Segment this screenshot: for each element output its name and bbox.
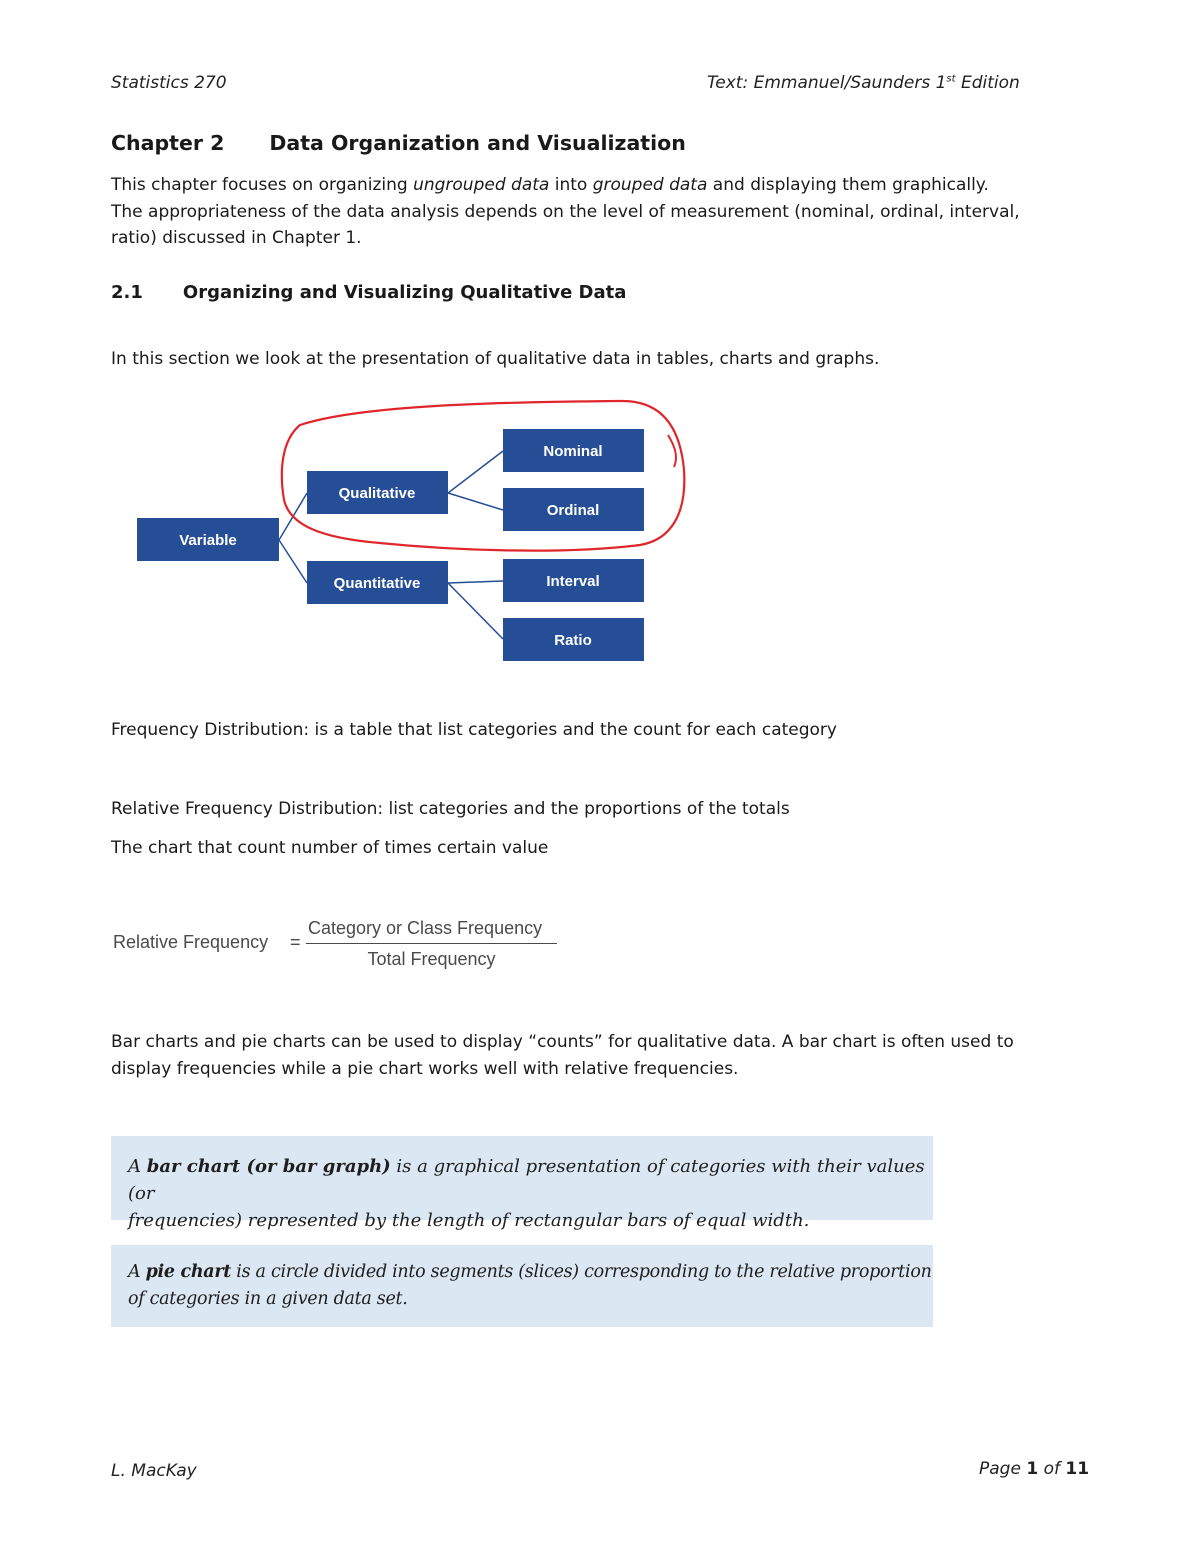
intro-text-b: into xyxy=(549,175,593,195)
node-variable xyxy=(137,518,279,561)
bar-chart-a: A xyxy=(128,1156,147,1177)
charts-line-2: display frequencies while a pie chart works well with relative frequencies. xyxy=(111,1058,739,1079)
bar-chart-definition xyxy=(111,1136,933,1234)
intro-grouped: grouped data xyxy=(592,175,708,195)
intro-line-3: ratio) discussed in Chapter 1. xyxy=(111,228,362,248)
header-textbook-prefix: Text: Emmanuel/Saunders 1 xyxy=(707,73,947,93)
node-ordinal xyxy=(503,488,644,531)
charts-line-1: Bar charts and pie charts can be used to display “counts” for qualitative data. A bar chart is often used to xyxy=(111,1032,1014,1052)
chapter-title: Data Organization and Visualization xyxy=(269,131,686,155)
pie-chart-a: A xyxy=(128,1262,146,1282)
node-ordinal-label: Ordinal xyxy=(546,502,600,519)
header-textbook-sup: st xyxy=(946,73,956,85)
formula-lhs: Relative Frequency xyxy=(113,932,269,952)
formula-numerator: Category or Class Frequency xyxy=(308,918,543,938)
node-ratio-label: Ratio xyxy=(554,632,592,649)
node-nominal-label: Nominal xyxy=(543,443,603,460)
relative-frequency-def: Relative Frequency Distribution: list categories and the proportions of the totals xyxy=(111,799,790,819)
connector-qualitative-ordinal xyxy=(448,493,503,510)
node-nominal xyxy=(503,429,644,472)
intro-text-a: This chapter focuses on organizing xyxy=(111,175,414,195)
charts-paragraph xyxy=(111,1029,1111,1082)
formula-fraction-bar xyxy=(306,943,557,944)
connector-quantitative-interval xyxy=(448,581,503,583)
header-textbook-suffix: Edition xyxy=(955,73,1020,93)
formula-equals: = xyxy=(290,932,301,952)
pie-chart-line-2: of categories in a given data set. xyxy=(128,1289,408,1309)
variable-types-diagram xyxy=(0,0,1200,700)
bar-chart-line-2: frequencies) represented by the length of rectangular bars of equal width. xyxy=(128,1210,810,1231)
node-quantitative xyxy=(307,561,448,604)
header-course: Statistics 270 xyxy=(111,73,227,93)
section-number: 2.1 xyxy=(111,282,143,303)
footer-page-current: 1 xyxy=(1026,1459,1039,1479)
bar-chart-term: bar chart (or bar graph) xyxy=(146,1156,391,1177)
intro-text-c: and displaying them graphically. xyxy=(707,175,989,195)
pie-chart-rest: is a circle divided into segments (slices) corresponding to the relative proportion xyxy=(231,1262,932,1282)
footer-page-number xyxy=(979,1459,1089,1479)
node-ratio xyxy=(503,618,644,661)
footer-author: L. MacKay xyxy=(111,1461,197,1481)
bar-chart-callout xyxy=(111,1136,933,1231)
pie-chart-line-1 xyxy=(128,1259,933,1286)
annotation-circle-tail xyxy=(668,435,676,467)
bar-chart-rest: is a graphical presentation of categories with their values (or xyxy=(128,1156,925,1204)
intro-ungrouped: ungrouped data xyxy=(413,175,550,195)
chapter-number: Chapter 2 xyxy=(111,131,225,155)
footer-of-label: of xyxy=(1038,1459,1066,1479)
formula-denominator: Total Frequency xyxy=(367,949,496,969)
frequency-distribution-def: Frequency Distribution: is a table that list categories and the count for each category xyxy=(111,720,837,740)
node-qualitative xyxy=(307,471,448,514)
connector-qualitative-nominal xyxy=(448,451,503,493)
connector-variable-quantitative xyxy=(279,540,307,583)
bar-chart-line-1 xyxy=(128,1153,933,1207)
pie-chart-callout xyxy=(111,1245,933,1327)
node-variable-label: Variable xyxy=(179,532,237,549)
node-interval xyxy=(503,559,644,602)
pie-chart-term: pie chart xyxy=(145,1262,232,1282)
footer-page-total: 11 xyxy=(1065,1459,1090,1479)
pie-chart-definition xyxy=(111,1245,933,1313)
connector-quantitative-ratio xyxy=(448,583,503,639)
node-interval-label: Interval xyxy=(546,573,600,590)
chart-count-note: The chart that count number of times certain value xyxy=(111,838,549,858)
intro-line-2: The appropriateness of the data analysis depends on the level of measurement (nominal, ordinal, interval, xyxy=(111,201,1020,222)
node-qualitative-label: Qualitative xyxy=(338,485,416,502)
footer-page-label: Page xyxy=(979,1459,1027,1479)
node-quantitative-label: Quantitative xyxy=(333,575,421,592)
section-title: Organizing and Visualizing Qualitative Data xyxy=(182,282,627,303)
section-lead: In this section we look at the presentation of qualitative data in tables, charts and graphs. xyxy=(111,349,880,369)
